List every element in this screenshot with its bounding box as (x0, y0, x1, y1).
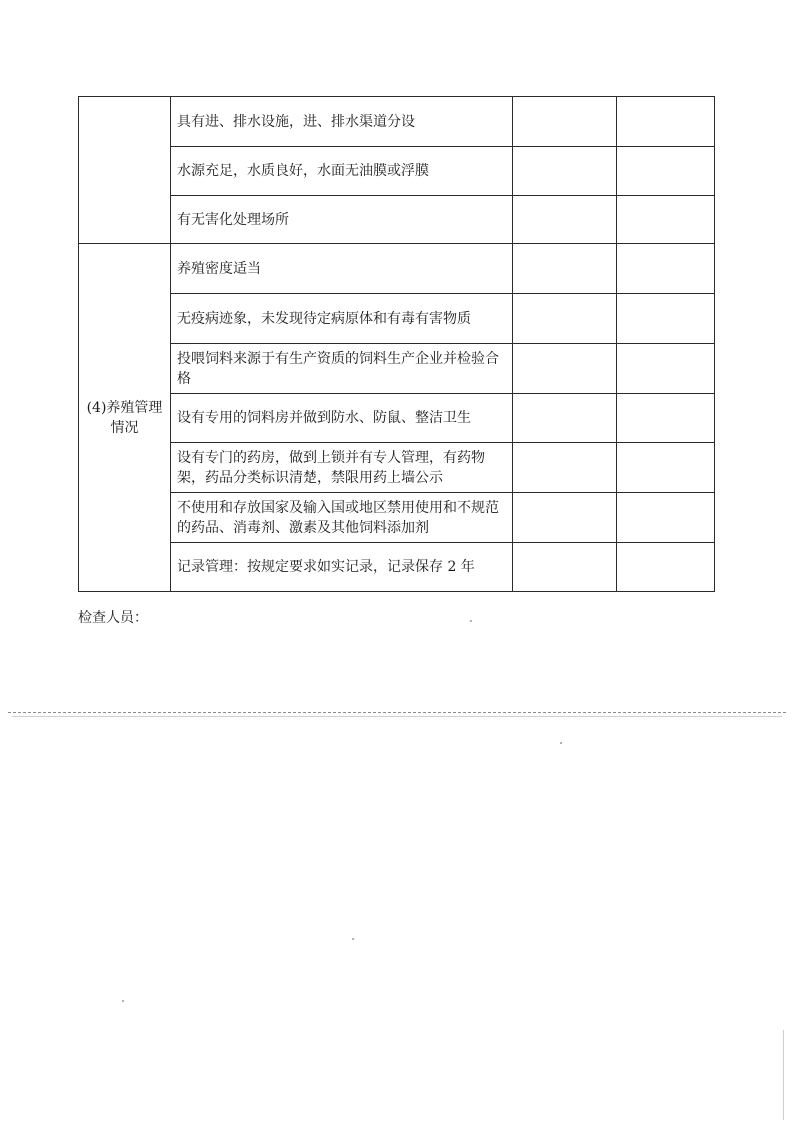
scan-speck (122, 1000, 124, 1002)
result-cell (513, 493, 617, 543)
table-row (79, 196, 715, 244)
item-cell: 水源充足，水质良好，水面无油膜或浮膜 (171, 147, 513, 196)
item-cell: 设有专用的饲料房并做到防水、防鼠、整洁卫生 (171, 394, 513, 443)
table-row (79, 244, 715, 294)
inspector-label: 检查人员： (78, 610, 148, 626)
table-row (79, 493, 715, 543)
category-cell-previous (79, 97, 171, 244)
remark-cell (617, 244, 715, 294)
remark-cell (617, 543, 715, 592)
remark-cell (617, 97, 715, 147)
result-cell (513, 394, 617, 443)
result-cell (513, 443, 617, 493)
result-cell (513, 344, 617, 394)
result-cell (513, 543, 617, 592)
remark-cell (617, 294, 715, 344)
result-cell (513, 196, 617, 244)
remark-cell (617, 147, 715, 196)
table-row (79, 147, 715, 196)
table-row (79, 294, 715, 344)
category-cell-management: (4)养殖管理情况 (79, 244, 171, 592)
item-cell: 无疫病迹象，未发现待定病原体和有毒有害物质 (171, 294, 513, 344)
remark-cell (617, 443, 715, 493)
result-cell (513, 97, 617, 147)
scan-speck (560, 742, 562, 744)
remark-cell (617, 394, 715, 443)
item-cell: 投喂饲料来源于有生产资质的饲料生产企业并检验合格 (171, 344, 513, 394)
result-cell (513, 294, 617, 344)
item-cell: 养殖密度适当 (171, 244, 513, 294)
result-cell (513, 147, 617, 196)
remark-cell (617, 196, 715, 244)
remark-cell (617, 493, 715, 543)
table-row (79, 344, 715, 394)
item-cell: 有无害化处理场所 (171, 196, 513, 244)
table-row (79, 97, 715, 147)
scan-speck (470, 620, 472, 622)
result-cell (513, 244, 617, 294)
page-divider-shadow (12, 716, 782, 717)
inspection-table (78, 96, 715, 592)
page-divider (8, 712, 786, 713)
table-row (79, 443, 715, 493)
table-row (79, 543, 715, 592)
table-row (79, 394, 715, 443)
item-cell: 设有专门的药房，做到上锁并有专人管理，有药物架，药品分类标识清楚，禁限用药上墙公示 (171, 443, 513, 493)
item-cell: 不使用和存放国家及输入国或地区禁用使用和不规范的药品、消毒剂、激素及其他饲料添加剂 (171, 493, 513, 543)
item-cell: 具有进、排水设施，进、排水渠道分设 (171, 97, 513, 147)
scan-speck (352, 938, 354, 940)
remark-cell (617, 344, 715, 394)
item-cell: 记录管理：按规定要求如实记录，记录保存 2 年 (171, 543, 513, 592)
scan-edge-line (783, 1030, 784, 1120)
